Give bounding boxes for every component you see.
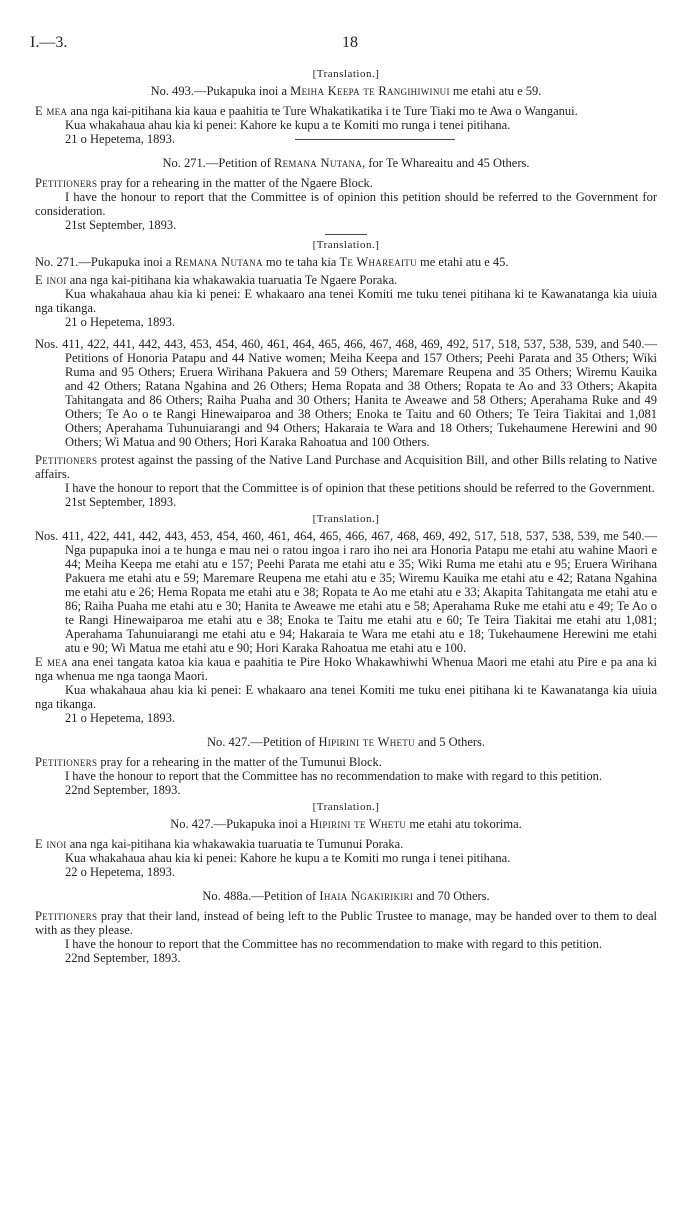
petition-title: No. 271.—Petition of Remana Nutana, for Te Whareaitu and 45 Others.	[162, 156, 530, 170]
page-number: 18	[342, 34, 358, 51]
section-divider	[325, 234, 367, 235]
petition-title: No. 427.—Petition of Hipirini te Whetu and 5 Others.	[206, 735, 486, 749]
section-divider	[295, 139, 455, 140]
committee-report: I have the honour to report that the Committee has no recommendation to make with regard to this petition.	[65, 937, 603, 951]
petition-body: Petitioners protest against the passing of the Native Land Purchase and Acquisition Bill, and other Bills relating to Native affairs.	[35, 453, 657, 481]
translation-label: [Translation.]	[312, 239, 380, 251]
committee-report: I have the honour to report that the Committee is of opinion that these petitions should be referred to the Government.	[65, 481, 655, 495]
translation-label: [Translation.]	[312, 801, 380, 813]
petition-body: Petitioners pray that their land, instead of being left to the Public Trustee to manage, may be handed over to them to deal with as they please.	[35, 909, 657, 937]
petition-title: No. 493.—Pukapuka inoi a Meiha Keepa te Rangihiwinui me etahi atu e 59.	[150, 84, 542, 98]
committee-report: I have the honour to report that the Committee has no recommendation to make with regard to this petition.	[65, 769, 603, 783]
petition-body: E inoi ana nga kai-pitihana kia whakawakia tuaruatia te Tumunui Poraka.	[35, 837, 404, 851]
report-date: 22nd September, 1893.	[65, 951, 181, 965]
committee-report: I have the honour to report that the Committee is of opinion this petition should be referred to the Government for consideration.	[35, 190, 657, 218]
report-date: 21 o Hepetema, 1893.	[65, 711, 176, 725]
page-content	[35, 64, 657, 965]
petition-body: E inoi ana nga kai-pitihana kia whakawakia tuaruatia Te Ngaere Poraka.	[35, 273, 398, 287]
report-date: 21st September, 1893.	[65, 218, 177, 232]
document-reference: I.—3.	[30, 34, 68, 51]
petition-title: No. 488a.—Petition of Ihaia Ngakirikiri and 70 Others.	[202, 889, 490, 903]
report-date: 21st September, 1893.	[65, 495, 177, 509]
committee-report: Kua whakahaua ahau kia ki penei: E whakaaro ana tenei Komiti me tuku enei pitihana ki te Kawanatanga kia uiuia nga tikanga.	[35, 683, 657, 711]
petition-body: Petitioners pray for a rehearing in the matter of the Tumunui Block.	[35, 755, 382, 769]
petition-title: No. 271.—Pukapuka inoi a Remana Nutana mo te taha kia Te Whareaitu me etahi atu e 45.	[35, 255, 509, 269]
committee-report: Kua whakahaua ahau kia ki penei: Kahore he kupu a te Komiti mo runga i tenei pitihana.	[65, 851, 511, 865]
petition-title: No. 427.—Pukapuka inoi a Hipirini te Whetu me etahi atu tokorima.	[170, 817, 522, 831]
translation-label: [Translation.]	[312, 68, 380, 80]
report-date: 22 o Hepetema, 1893.	[65, 865, 176, 879]
report-date: 22nd September, 1893.	[65, 783, 181, 797]
committee-report: Kua whakahaua ahau kia ki penei: E whakaaro ana tenei Komiti me tuku tenei pitihana ki te Kawanatanga kia uiuia nga tikanga.	[35, 287, 657, 315]
petition-list-heading: Nos. 411, 422, 441, 442, 443, 453, 454, 460, 461, 464, 465, 466, 467, 468, 469, 492, 517, 518, 537, 538, 539, and 540.—Petitions of Honoria Patapu and 44 Native women; Meiha Keepa and 157 Others; Peehi Parata and 35 Others; Wiki Ruma and 95 Others; Eruera Wirihana Pakuera and 59 Others; Maremare Reupena and 35 Others; Wiremu Kauika and 42 Others; Ratana Ngahina and 26 Others; Hema Ropata and 38 Others; Ropata te Ao and 33 Others; Akapita Tahitangata and 86 Others; Raiha Puaha and 30 Others; Hanita te Aweawe and 58 Others; Aperahama Ruke and 49 Others; Te Ao o te Rangi Hinewaiparoa and 38 Others; Enoka te Taitu and 60 Others; Te Teira Tiakitai and 1,081 Others; Aperahama Tuhunuiarangi and 94 Others; Hakaraia te Wara and 18 Others; Tukehaumene Herewini and 90 Others; Wi Matua and 90 Others; Hori Karaka Rahoatua and 100 Others.	[35, 337, 657, 449]
page-header	[30, 36, 670, 54]
report-date: 21 o Hepetema, 1893.	[65, 315, 176, 329]
committee-report: Kua whakahaua ahau kia ki penei: Kahore ke kupu a te Komiti mo runga i tenei pitihana.	[65, 118, 511, 132]
petition-body: E mea ana nga kai-pitihana kia kaua e paahitia te Ture Whakatikatika i te Ture Tiaki mo te Awa o Wanganui.	[35, 104, 578, 118]
report-date: 21 o Hepetema, 1893.	[65, 132, 176, 146]
translation-label: [Translation.]	[312, 513, 380, 525]
petition-body: E mea ana enei tangata katoa kia kaua e paahitia te Pire Hoko Whakawhiwhi Whenua Maori me etahi atu Pire e pa ana ki nga whenua me nga taonga Maori.	[35, 655, 657, 683]
petition-body: Petitioners pray for a rehearing in the matter of the Ngaere Block.	[35, 176, 373, 190]
petition-list-heading: Nos. 411, 422, 441, 442, 443, 453, 454, 460, 461, 464, 465, 466, 467, 468, 469, 492, 517, 518, 537, 538, 539, me 540.—Nga pupapuka inoi a te hunga e mau nei o ratou ingoa i raro iho nei ara Honoria Patapu me etahi atu wahine Maori e 44; Meiha Keepa me etahi atu e 157; Peehi Parata me etahi atu e 35; Wiki Ruma me etahi atu e 95; Eruera Wirihana Pakuera me etahi atu e 59; Maremare Reupena me etahi atu e 35; Wiremu Kauika me etahi atu e 42; Ratana Ngahina me etahi atu e 26; Hema Ropata me etahi atu e 38; Ropata te Ao me etahi atu e 33; Akapita Tahitangata me etahi atu e 86; Raiha Puaha me etahi atu e 30; Hanita te Aweawe me etahi atu e 58; Aperahama Ruke me etahi atu e 49; Te Ao o te Rangi Hinewaiparoa me etahi atu e 38; Enoka te Taitu me etahi atu e 60; Te Teira Tiakitai me etahi atu 1,081; Aperahama Tahunuiarangi me etahi atu e 94; Hakaraia te Wara me etahi atu e 18; Tukehaumene Herewini me etahi atu e 90; Wi Matua me etahi atu e 90; Hori Karaka Rahoatua me etahi atu e 100.	[35, 529, 657, 655]
